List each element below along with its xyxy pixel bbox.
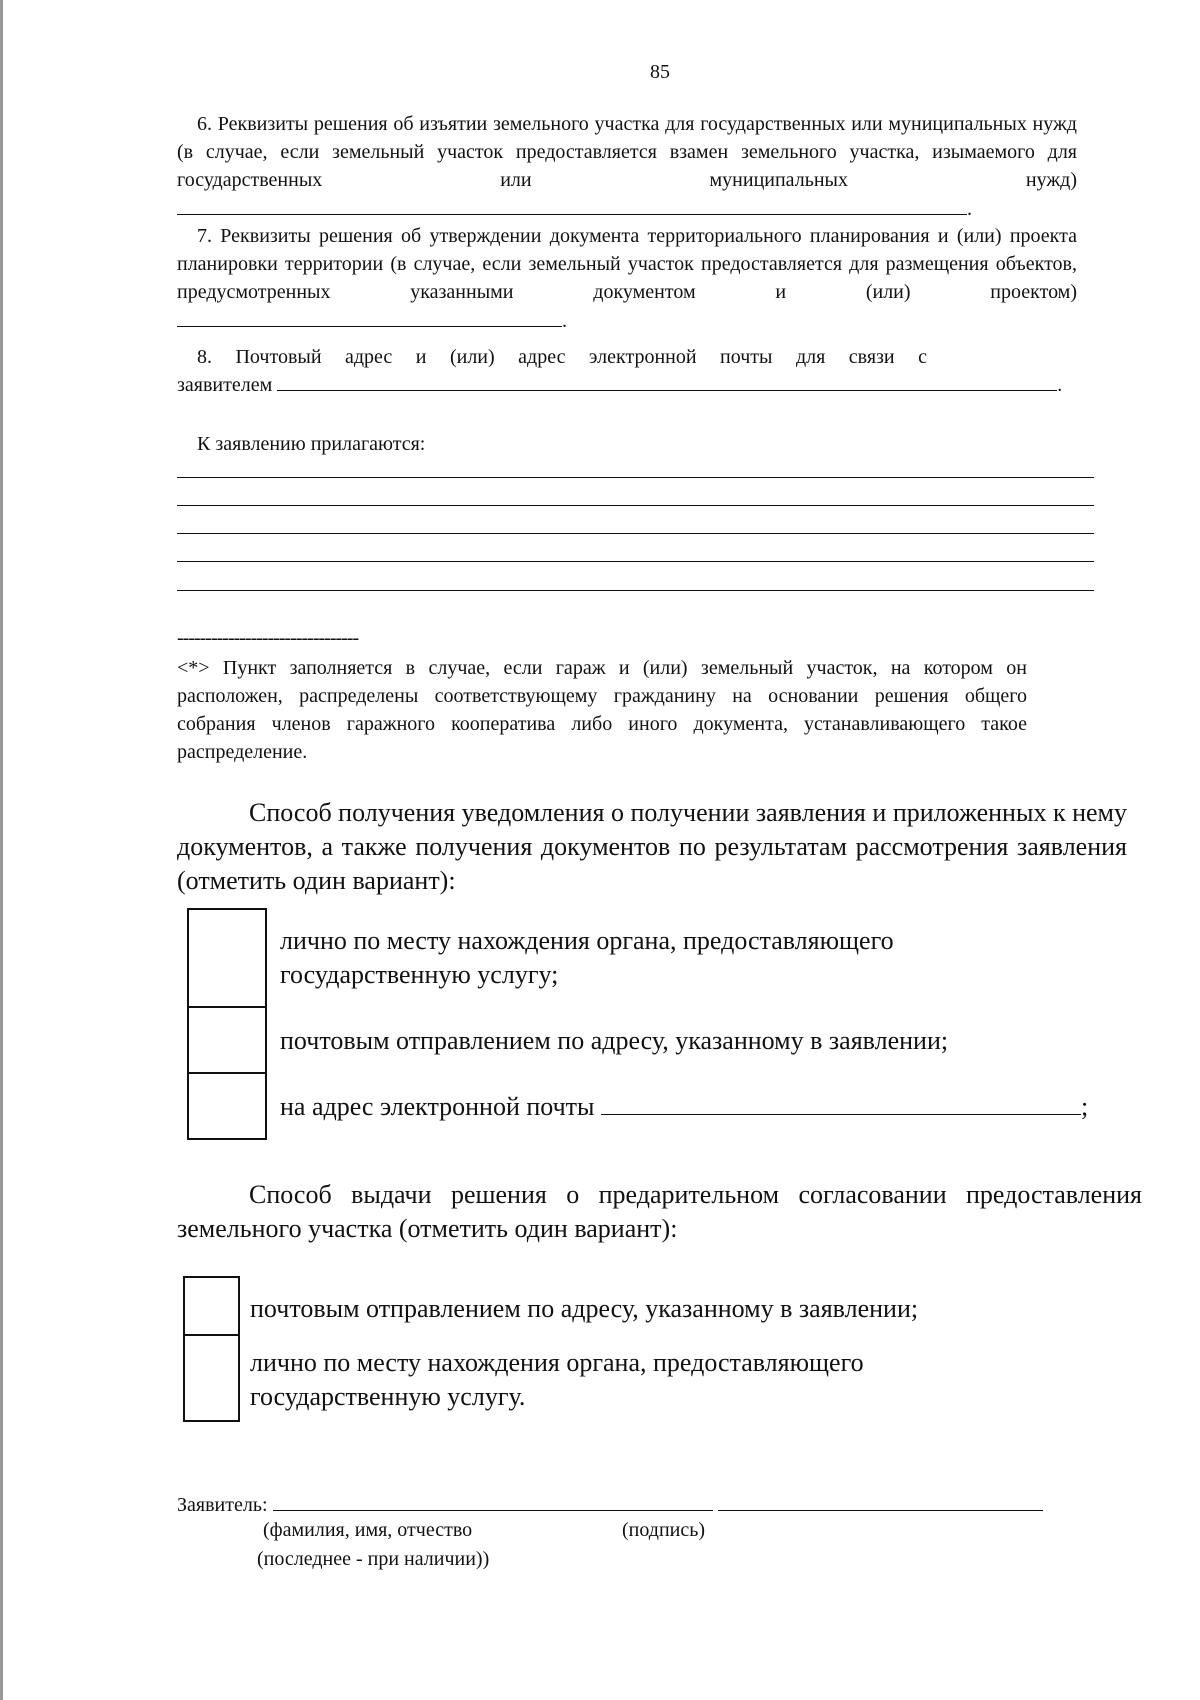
attachment-line[interactable]	[177, 590, 1094, 591]
attachments-label: К заявлению прилагаются:	[197, 433, 426, 455]
footnote-text: <*> Пункт заполняется в случае, если гараж и (или) земельный участок, на котором он расположен, распределены соответствующему гражданину на основании решения общего собрания членов гаражного кооператива либо иного документа, устанавливающего такое распределение.	[177, 657, 1027, 763]
attachment-line[interactable]	[177, 505, 1094, 506]
item-8-field[interactable]	[277, 370, 1057, 391]
applicant-row	[177, 1490, 1043, 1519]
decision-heading: Способ выдачи решения о предарительном согласовании предоставления земельного участка (отметить один вариант):	[177, 1180, 1142, 1243]
notification-heading: Способ получения уведомления о получении заявления и приложенных к нему документов, а также получения документов по результатам рассмотрения заявления (отметить один вариант):	[177, 798, 1127, 895]
applicant-label: Заявитель:	[177, 1494, 268, 1516]
item-8-line1: 8. Почтовый адрес и (или) адрес электронной почты для связи с	[197, 346, 927, 368]
email-field-semicolon: ;	[1081, 1092, 1089, 1121]
notify-option-mail: почтовым отправлением по адресу, указанному в заявлении;	[280, 1026, 949, 1055]
item-7-field[interactable]	[177, 306, 562, 327]
item-6-period: .	[967, 198, 972, 220]
decision-option-personal: лично по месту нахождения органа, предоставляющего государственную услугу.	[250, 1348, 864, 1411]
caption-name: (фамилия, имя, отчество	[263, 1519, 473, 1541]
caption-signature: (подпись)	[622, 1519, 706, 1541]
checkbox-decision-personal[interactable]	[183, 1334, 240, 1422]
notify-option-personal: лично по месту нахождения органа, предоставляющего государственную услугу;	[280, 926, 894, 989]
page-number: 85	[650, 61, 670, 83]
applicant-signature-field[interactable]	[718, 1490, 1043, 1511]
checkbox-notify-email[interactable]	[187, 1072, 267, 1140]
notify-option-email-label: на адрес электронной почты	[280, 1092, 595, 1121]
attachment-line[interactable]	[177, 477, 1094, 478]
item-6	[177, 110, 1077, 223]
notify-option-email	[280, 1090, 1088, 1124]
footnote-separator: --------------------------------	[177, 627, 359, 649]
email-field[interactable]	[601, 1090, 1081, 1115]
caption-name-2: (последнее - при наличии))	[257, 1548, 490, 1570]
item-7-text: 7. Реквизиты решения об утверждении документа территориального планирования и (или) проекта планировки территории (в случае, если земельный участок предоставляется для размещения объектов, предусмотренных указанными документом и (или) проектом)	[177, 225, 1077, 303]
decision-option-mail: почтовым отправлением по адресу, указанному в заявлении;	[250, 1294, 919, 1323]
applicant-name-field[interactable]	[273, 1490, 713, 1511]
checkbox-notify-mail[interactable]	[187, 1006, 267, 1074]
checkbox-decision-mail[interactable]	[183, 1276, 240, 1336]
attachment-line[interactable]	[177, 561, 1094, 562]
attachment-line[interactable]	[177, 533, 1094, 534]
scan-edge	[0, 0, 3, 1700]
item-6-text: 6. Реквизиты решения об изъятии земельного участка для государственных или муниципальных нужд (в случае, если земельный участок предоставляется взамен земельного участка, изымаемого для государственных или муниципальных нужд)	[177, 113, 1077, 191]
item-6-field[interactable]	[177, 194, 967, 215]
item-8-period: .	[1057, 374, 1063, 396]
checkbox-notify-personal[interactable]	[187, 908, 267, 1008]
item-8-line2	[177, 370, 1097, 399]
item-7-period: .	[562, 310, 567, 332]
item-7	[177, 222, 1077, 335]
item-8-label: заявителем	[177, 374, 273, 396]
